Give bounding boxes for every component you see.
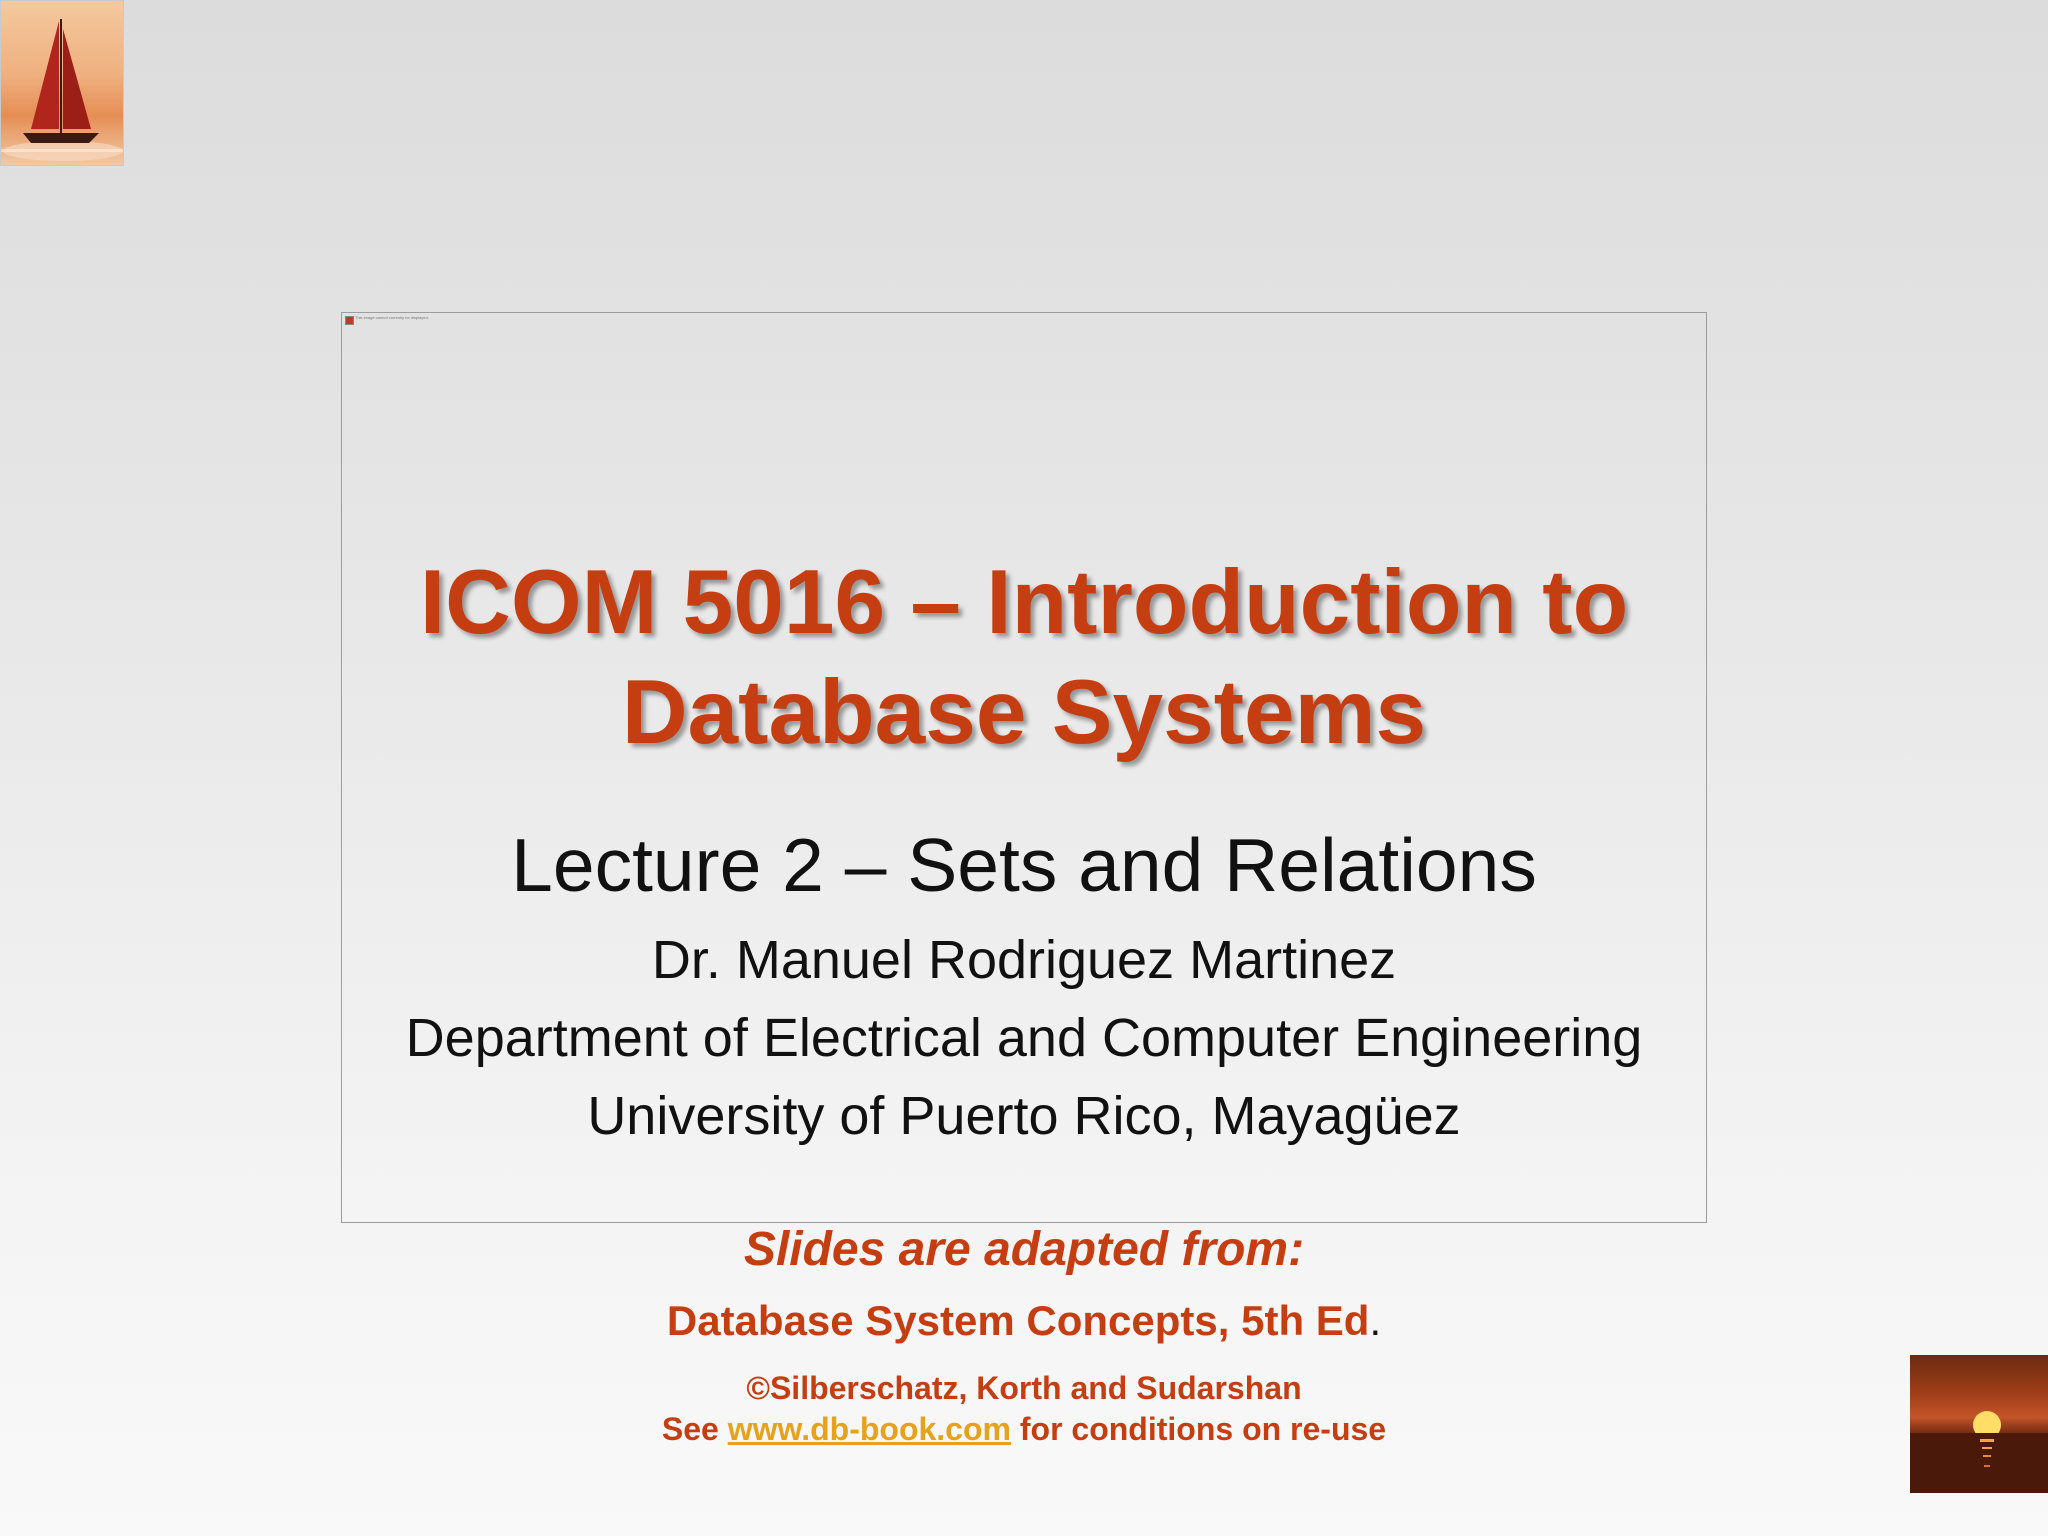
department-name: Department of Electrical and Computer Engineering — [405, 1008, 1643, 1068]
db-book-link[interactable]: www.db-book.com — [727, 1411, 1011, 1447]
slide-title — [0, 548, 2048, 768]
reuse-notice — [0, 1411, 2048, 1448]
broken-image-text: This image cannot currently be displayed. — [355, 315, 429, 320]
instructor-name: Dr. Manuel Rodriguez Martinez — [651, 930, 1397, 990]
title-line-1: ICOM 5016 – Introduction to — [419, 552, 1629, 653]
copyright-line: ©Silberschatz, Korth and Sudarshan — [746, 1370, 1302, 1406]
broken-image-icon — [345, 316, 354, 325]
lecture-subtitle: Lecture 2 – Sets and Relations — [511, 823, 1537, 907]
sailboat-logo — [0, 0, 124, 166]
reuse-suffix: for conditions on re-use — [1010, 1411, 1387, 1447]
book-period: . — [1369, 1297, 1382, 1344]
book-reference — [0, 1297, 2048, 1345]
university-name: University of Puerto Rico, Mayagüez — [587, 1086, 1461, 1146]
book-title: Database System Concepts, 5th Ed — [666, 1297, 1370, 1344]
title-line-2: Database Systems — [621, 662, 1427, 763]
reuse-prefix: See — [661, 1411, 728, 1447]
adapted-from-note: Slides are adapted from: — [743, 1223, 1305, 1276]
